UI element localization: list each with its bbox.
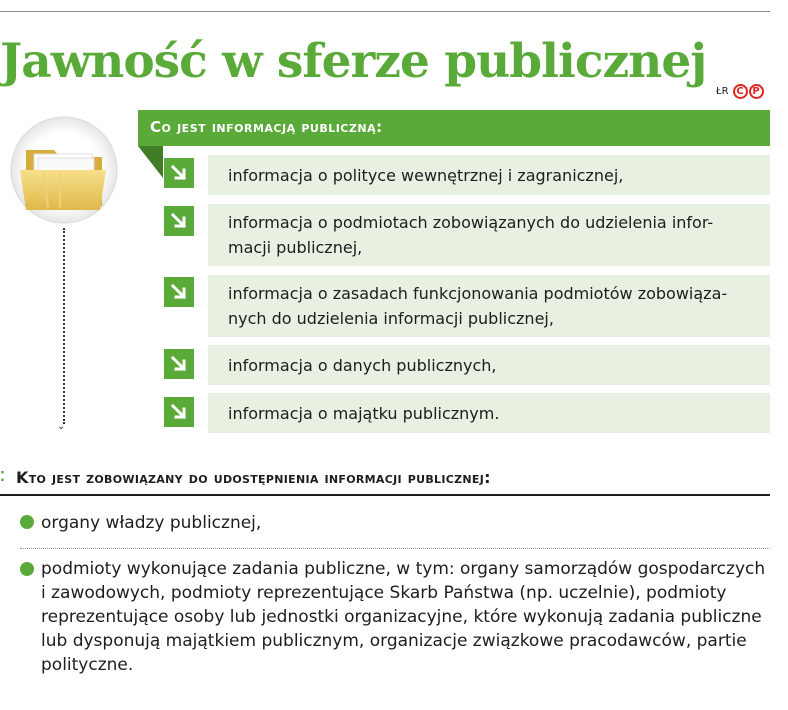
list-item: [208, 393, 770, 433]
list-item: [208, 275, 770, 337]
list-item-text: informacja o majątku publicznym.: [228, 403, 500, 423]
arrow-down-right-icon: [164, 158, 194, 188]
credits: [716, 84, 764, 99]
bullet-icon: [20, 515, 34, 529]
timeline-connector: [63, 228, 65, 424]
list-item: [208, 204, 770, 266]
cp-logo-letter-p: P: [749, 84, 764, 99]
list-item: [208, 345, 770, 385]
list-item-text: organy władzy publicznej,: [41, 513, 262, 533]
page-title: Jawność w sferze publicznej: [0, 34, 707, 89]
arrow-down-right-icon: [164, 206, 194, 236]
credits-author: ŁR: [716, 86, 729, 97]
list-item-text: informacja o zasadach funkcjonowania podmiotów zobowiąza-nych do udzielenia informacji publicznej,: [228, 284, 728, 328]
chevron-down-icon: ⌄: [57, 421, 66, 432]
cp-logo: [733, 84, 764, 99]
arrow-down-right-icon: [164, 397, 194, 427]
arrow-down-right-icon: [164, 277, 194, 307]
section2-heading: Kto jest zobowiązany do udostępnienia informacji publicznej:: [16, 467, 491, 487]
list-item-text: informacja o podmiotach zobowiązanych do udzielenia infor-macji publicznej,: [228, 213, 714, 257]
dots-icon: ⁚: [0, 469, 5, 485]
banner-notch: [138, 146, 163, 178]
top-rule: [0, 11, 770, 12]
arrow-down-right-icon: [164, 349, 194, 379]
list-item: [208, 155, 770, 195]
folder-icon: [10, 110, 120, 225]
bullet-icon: [20, 562, 34, 576]
cp-logo-letter-c: C: [733, 84, 748, 99]
list-item-text: podmioty wykonujące zadania publiczne, w tym: organy samorządów gospodarczych i zawodowych, podmioty reprezentujące Skarb Państwa (np. uczelnie), podmioty reprezentujące osoby lub jednostki organizacyjne, które wykonują zadania publiczne lub dysponują majątkiem publicznym, organizacje związkowe pracodawców, partie polityczne.: [41, 559, 766, 675]
list-item-text: informacja o polityce wewnętrznej i zagranicznej,: [228, 165, 624, 185]
section1-banner: [138, 110, 770, 146]
list-item-text: informacja o danych publicznych,: [228, 355, 497, 375]
divider: [20, 548, 770, 549]
section2-header: [0, 460, 770, 496]
section1-heading: Co jest informacją publiczną:: [150, 118, 383, 136]
